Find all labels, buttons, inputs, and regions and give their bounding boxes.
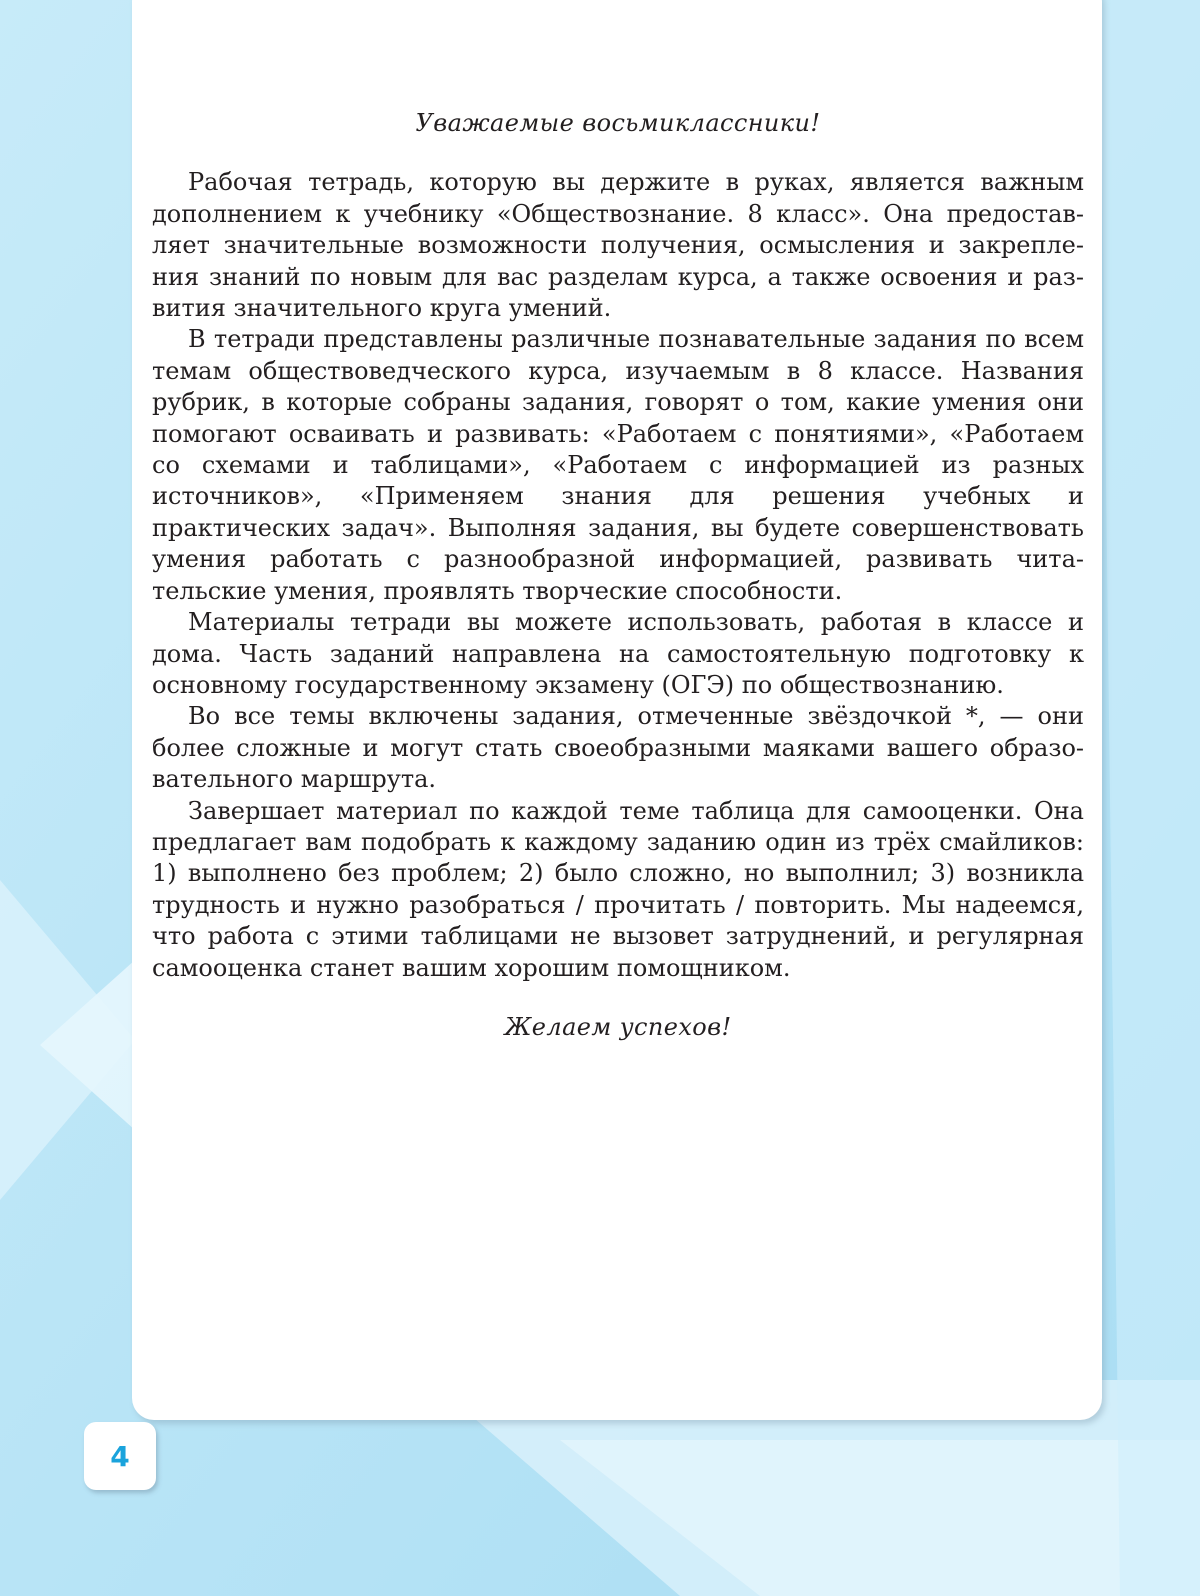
paragraph-1: Рабочая тетрадь, которую вы держите в руках, является важным дополнением к учебнику «Обществознание. 8 класс». Она предоставляет значительные возможности получения, осмысления и закрепления знаний по новым для вас разделам курса, а также освоения и развития значительного круга умений. [152, 168, 1084, 323]
letter-content [152, 108, 1084, 1043]
page-number: 4 [110, 1439, 130, 1473]
page-number-badge [84, 1422, 156, 1490]
paragraph-5: Завершает материал по каждой теме таблица для самооценки. Она предлагает вам подобрать к каждому заданию один из трёх смайликов: 1) выполнено без проблем; 2) было сложно, но выполнил; 3) возникла трудность и нужно разобраться / прочитать / повторить. Мы надеемся, что работа с этими таблицами не вызовет затруднений, и регулярная самооценка станет вашим хорошим помощником. [152, 796, 1084, 982]
paragraph-4: Во все темы включены задания, отмеченные звёздочкой *, — они более сложные и могут стать своеобразными маяками вашего образовательного маршрута. [152, 702, 1084, 794]
paragraph-2: В тетради представлены различные познавательные задания по всем темам обществоведческого курса, изучаемым в 8 классе. Названия рубрик, в которые собраны задания, говорят о том, какие умения они помогают осваивать и развивать: «Работаем с понятиями», «Работаем со схемами и таблицами», «Работаем с информацией из разных источников», «Применяем знания для решения учебных и практических задач». Выполняя задания, вы будете совершенствовать умения работать с разнообразной информацией, развивать читательские умения, проявлять творческие способности. [152, 325, 1084, 605]
greeting-heading: Уважаемые восьмиклассники! [415, 109, 821, 137]
closing-wish: Желаем успехов! [504, 1012, 732, 1041]
paragraph-3: Материалы тетради вы можете использовать, работая в классе и дома. Часть заданий направлена на самостоятельную подготовку к основному государственному экзамену (ОГЭ) по обществознанию. [152, 608, 1084, 699]
